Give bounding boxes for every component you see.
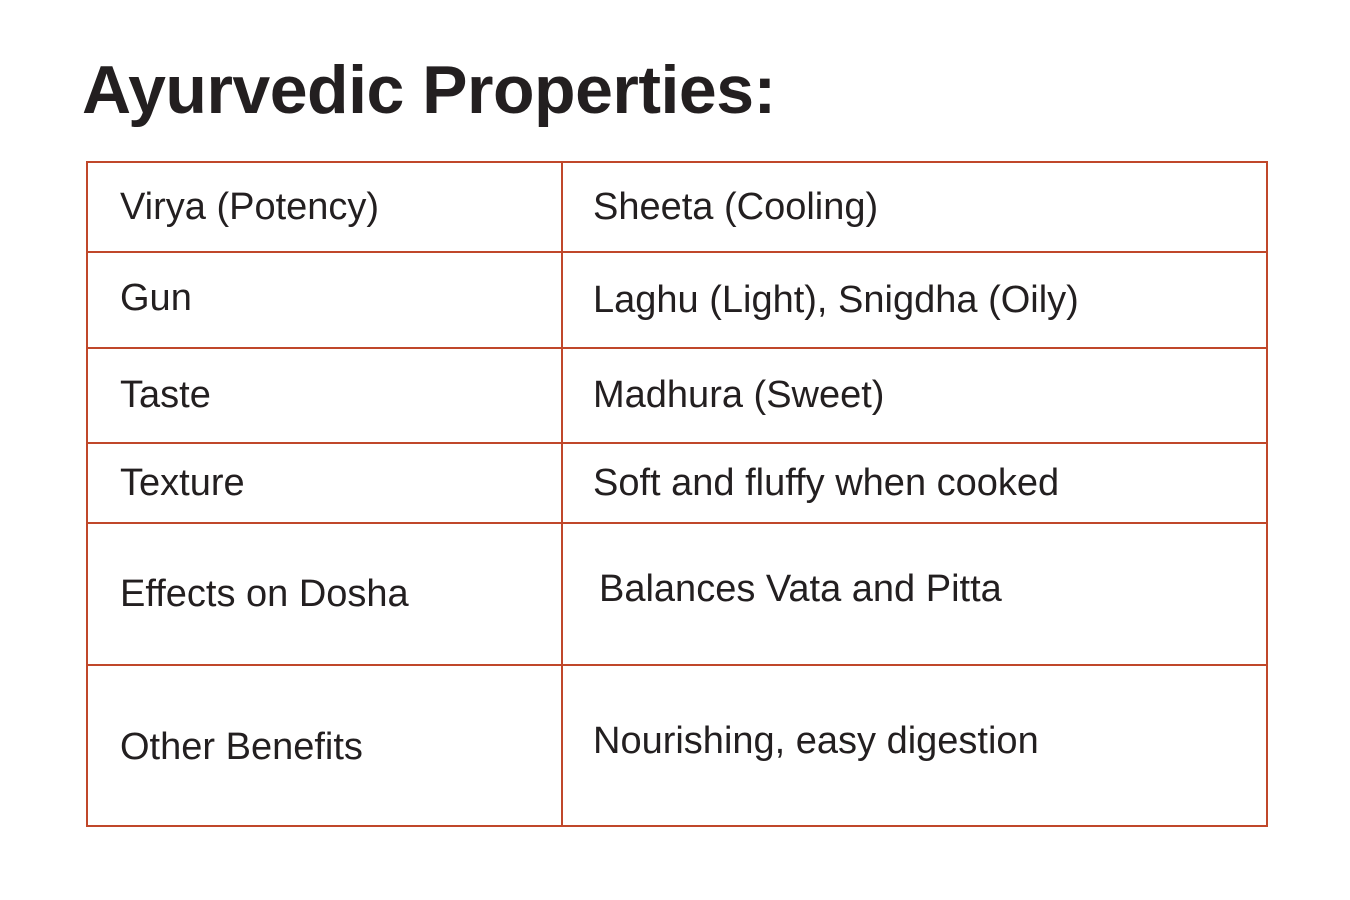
- property-label: Effects on Dosha: [87, 523, 562, 665]
- property-label: Gun: [87, 252, 562, 348]
- property-value: Madhura (Sweet): [562, 348, 1267, 443]
- property-label: Texture: [87, 443, 562, 523]
- page-title: Ayurvedic Properties:: [82, 52, 776, 128]
- table-row: [87, 523, 1267, 665]
- table-row: [87, 443, 1267, 523]
- property-value: Soft and fluffy when cooked: [562, 443, 1267, 523]
- property-value: Sheeta (Cooling): [562, 162, 1267, 252]
- property-value: Balances Vata and Pitta: [562, 523, 1267, 665]
- properties-table: [86, 161, 1268, 827]
- table-row: [87, 665, 1267, 826]
- table-row: [87, 348, 1267, 443]
- table-row: [87, 252, 1267, 348]
- property-label: Other Benefits: [87, 665, 562, 826]
- property-label: Taste: [87, 348, 562, 443]
- property-value: Laghu (Light), Snigdha (Oily): [562, 252, 1267, 348]
- table-row: [87, 162, 1267, 252]
- property-label: Virya (Potency): [87, 162, 562, 252]
- property-value: Nourishing, easy digestion: [562, 665, 1267, 826]
